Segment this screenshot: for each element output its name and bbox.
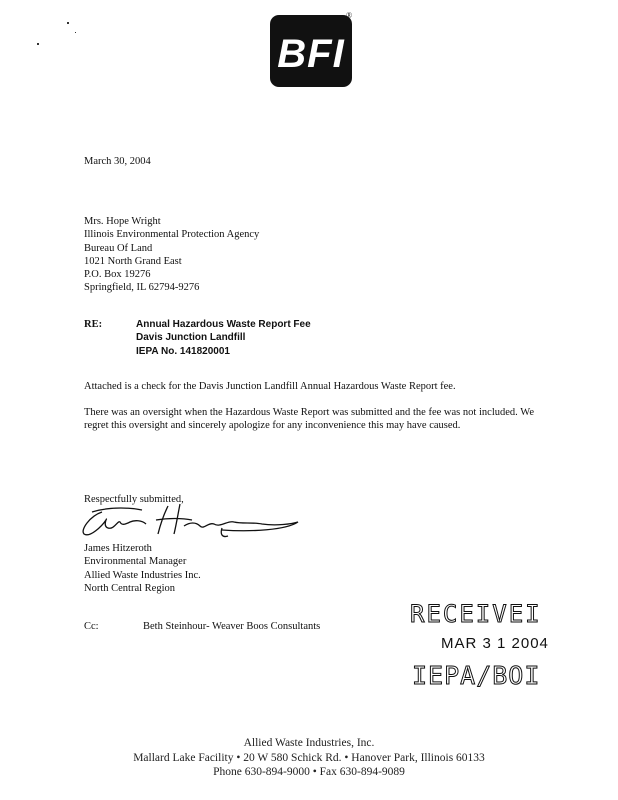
cc-recipient: Beth Steinhour- Weaver Boos Consultants <box>143 621 321 632</box>
signer-line: Allied Waste Industries Inc. <box>84 569 201 581</box>
re-label: RE: <box>84 319 103 330</box>
signer-line: Environmental Manager <box>84 556 187 568</box>
received-stamp: RECEIVEI <box>410 600 542 628</box>
recipient-line: P.O. Box 19276 <box>84 269 151 281</box>
scan-speck <box>37 43 39 45</box>
scan-speck <box>75 32 76 33</box>
recipient-line: Mrs. Hope Wright <box>84 216 161 227</box>
body-paragraph-1: Attached is a check for the Davis Junction Landfill Annual Hazardous Waste Report fee. <box>84 381 456 392</box>
bfi-logo-mark <box>270 15 352 87</box>
letter-date: March 30, 2004 <box>84 156 151 167</box>
scan-speck <box>67 22 69 24</box>
footer-company: Allied Waste Industries, Inc. <box>243 737 375 749</box>
subject-block <box>136 318 311 358</box>
recipient-line: Bureau Of Land <box>84 242 153 254</box>
footer-address: Mallard Lake Facility • 20 W 580 Schick Rd. • Hanover Park, Illinois 60133 <box>133 751 485 764</box>
signature-drawing <box>72 500 302 540</box>
cc-label: Cc: <box>84 621 99 632</box>
signer-line: North Central Region <box>84 582 175 594</box>
received-stamp-date: MAR 3 1 2004 <box>441 635 549 652</box>
received-stamp-agency: IEPA/BOI <box>412 661 541 690</box>
recipient-address <box>84 215 259 295</box>
handwritten-signature <box>72 500 302 540</box>
subject-line: Davis Junction Landfill <box>136 332 246 344</box>
recipient-line: 1021 North Grand East <box>84 255 182 267</box>
bfi-logo <box>270 15 352 87</box>
letterhead-footer <box>0 736 618 780</box>
footer-contact: Phone 630-894-9000 • Fax 630-894-9089 <box>213 766 405 778</box>
logo-text: BFI <box>277 32 345 76</box>
registered-mark: ® <box>346 11 353 20</box>
recipient-line: Springfield, IL 62794-9276 <box>84 282 200 294</box>
signer-block <box>84 542 201 595</box>
body-paragraph-2: There was an oversight when the Hazardous Waste Report was submitted and the fee was not included. We regret this oversight and sincerely apologize for any inconvenience this may have caused. <box>84 407 534 432</box>
subject-line: IEPA No. 141820001 <box>136 345 230 357</box>
closing: Respectfully submitted, <box>84 494 184 505</box>
subject-line: Annual Hazardous Waste Report Fee <box>136 319 311 330</box>
recipient-line: Illinois Environmental Protection Agency <box>84 229 260 241</box>
signer-line: James Hitzeroth <box>84 543 152 554</box>
